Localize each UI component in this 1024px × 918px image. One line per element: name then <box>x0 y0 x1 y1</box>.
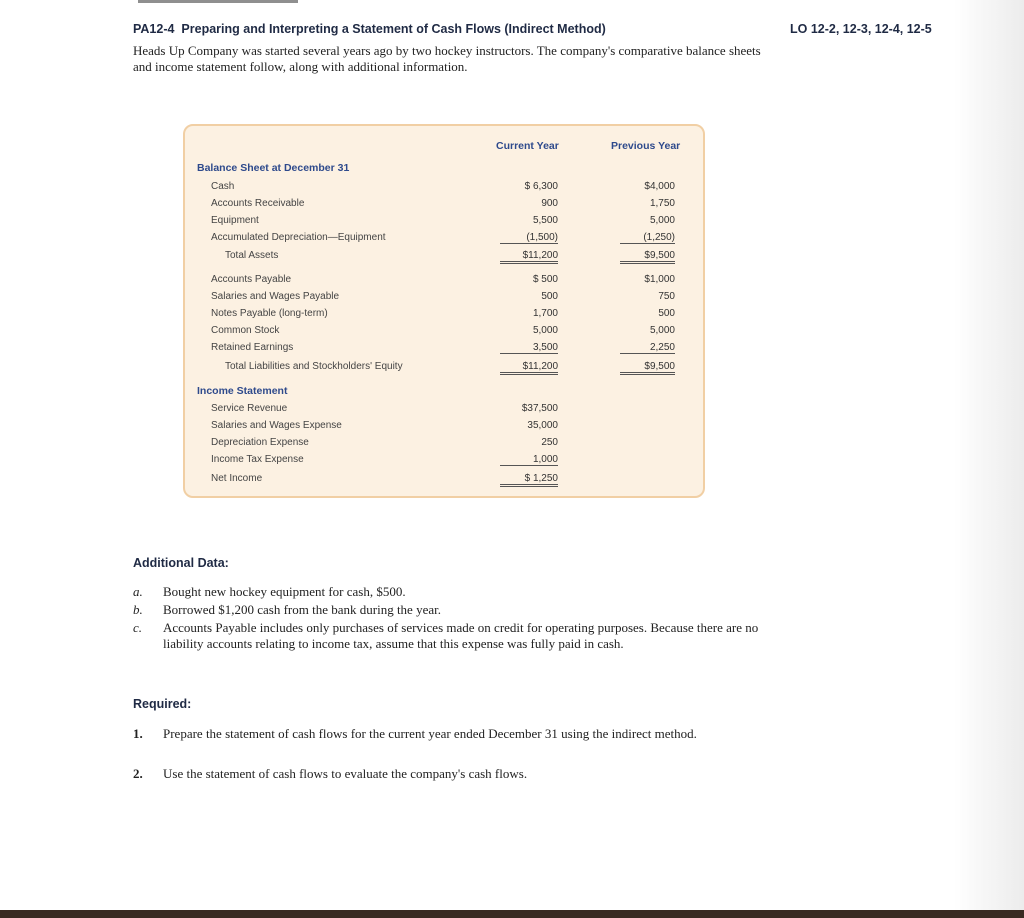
bs-row-label: Equipment <box>211 215 259 226</box>
item-marker: c. <box>133 620 143 635</box>
is-row-label: Income Tax Expense <box>211 454 304 465</box>
page-edge-shade <box>954 0 1024 910</box>
bs-row-current: 1,700 <box>532 308 558 319</box>
is-row-label: Service Revenue <box>211 403 288 414</box>
balance-sheet-title: Balance Sheet at December 31 <box>197 162 350 174</box>
bs-row-current: 500 <box>541 291 558 302</box>
bs-row-previous: 2,250 <box>620 342 675 354</box>
required-heading: Required: <box>133 697 192 711</box>
bs-row-label: Retained Earnings <box>211 342 294 353</box>
is-row-label: Depreciation Expense <box>211 437 309 448</box>
item-marker: a. <box>133 584 143 599</box>
item-marker: b. <box>133 602 143 617</box>
bs-total-current: $11,200 <box>500 361 558 375</box>
bs-row-previous: $1,000 <box>644 274 675 285</box>
bs-total-label: Total Liabilities and Stockholders' Equity <box>225 361 403 372</box>
bs-row-previous: 1,750 <box>649 198 675 209</box>
problem-intro: Heads Up Company was started several years ago by two hockey instructors. The company's comparative balance sheets and income statement follow, along with additional information. <box>133 43 761 74</box>
bs-total-previous: $9,500 <box>620 250 675 264</box>
bs-row-label: Common Stock <box>211 325 280 336</box>
bs-row-current: 900 <box>541 198 558 209</box>
column-header-previous: Previous Year <box>611 140 681 152</box>
additional-item <box>133 602 763 618</box>
is-row-label: Salaries and Wages Expense <box>211 420 342 431</box>
is-net-income-label: Net Income <box>211 473 263 484</box>
bs-row-current: 5,000 <box>532 325 558 336</box>
problem-code: PA12-4 <box>133 22 175 36</box>
bs-row-current: $ 6,300 <box>524 181 558 192</box>
bs-row-previous: (1,250) <box>620 232 675 244</box>
bs-row-label: Cash <box>211 181 235 192</box>
required-item <box>133 726 763 742</box>
additional-data-heading: Additional Data: <box>133 556 229 570</box>
item-text: Accounts Payable includes only purchases of services made on credit for operating purposes. Because there are no liability accounts relating to income tax, assume that this expense was fully paid in cash. <box>163 620 759 651</box>
column-header-current: Current Year <box>496 140 559 152</box>
bs-total-previous: $9,500 <box>620 361 675 375</box>
learning-objectives: LO 12-2, 12-3, 12-4, 12-5 <box>790 22 932 36</box>
bs-row-current: 5,500 <box>532 215 558 226</box>
bs-row-label: Notes Payable (long-term) <box>211 308 328 319</box>
item-text: Bought new hockey equipment for cash, $500. <box>163 584 406 599</box>
is-row-current: 35,000 <box>527 420 558 431</box>
item-text: Use the statement of cash flows to evaluate the company's cash flows. <box>163 766 528 781</box>
item-text: Borrowed $1,200 cash from the bank during the year. <box>163 602 441 617</box>
bs-row-label: Accounts Receivable <box>211 198 305 209</box>
problem-heading <box>133 22 606 36</box>
is-row-current: 1,000 <box>500 454 558 466</box>
additional-item <box>133 584 763 600</box>
bs-total-current: $11,200 <box>500 250 558 264</box>
bs-row-previous: 500 <box>658 308 675 319</box>
problem-title: Preparing and Interpreting a Statement of Cash Flows (Indirect Method) <box>181 22 606 36</box>
bs-row-current: (1,500) <box>500 232 558 244</box>
bs-row-previous: 5,000 <box>649 215 675 226</box>
required-item <box>133 766 763 782</box>
item-number: 1. <box>133 726 143 741</box>
bs-row-label: Salaries and Wages Payable <box>211 291 340 302</box>
bs-row-current: $ 500 <box>532 274 558 285</box>
item-number: 2. <box>133 766 143 781</box>
is-net-income-current: $ 1,250 <box>500 473 558 487</box>
income-statement-title: Income Statement <box>197 385 288 397</box>
bs-row-current: 3,500 <box>500 342 558 354</box>
bs-row-previous: 5,000 <box>649 325 675 336</box>
is-row-current: $37,500 <box>521 403 558 414</box>
additional-item <box>133 620 763 652</box>
bottom-edge-bar <box>0 910 1024 918</box>
bs-row-previous: 750 <box>658 291 675 302</box>
is-row-current: 250 <box>541 437 558 448</box>
bs-total-label: Total Assets <box>225 250 279 261</box>
cropped-previous-line <box>138 0 298 9</box>
bs-row-label: Accumulated Depreciation—Equipment <box>211 232 386 243</box>
bs-row-previous: $4,000 <box>644 181 675 192</box>
bs-row-label: Accounts Payable <box>211 274 292 285</box>
item-text: Prepare the statement of cash flows for the current year ended December 31 using the indirect method. <box>163 726 697 741</box>
